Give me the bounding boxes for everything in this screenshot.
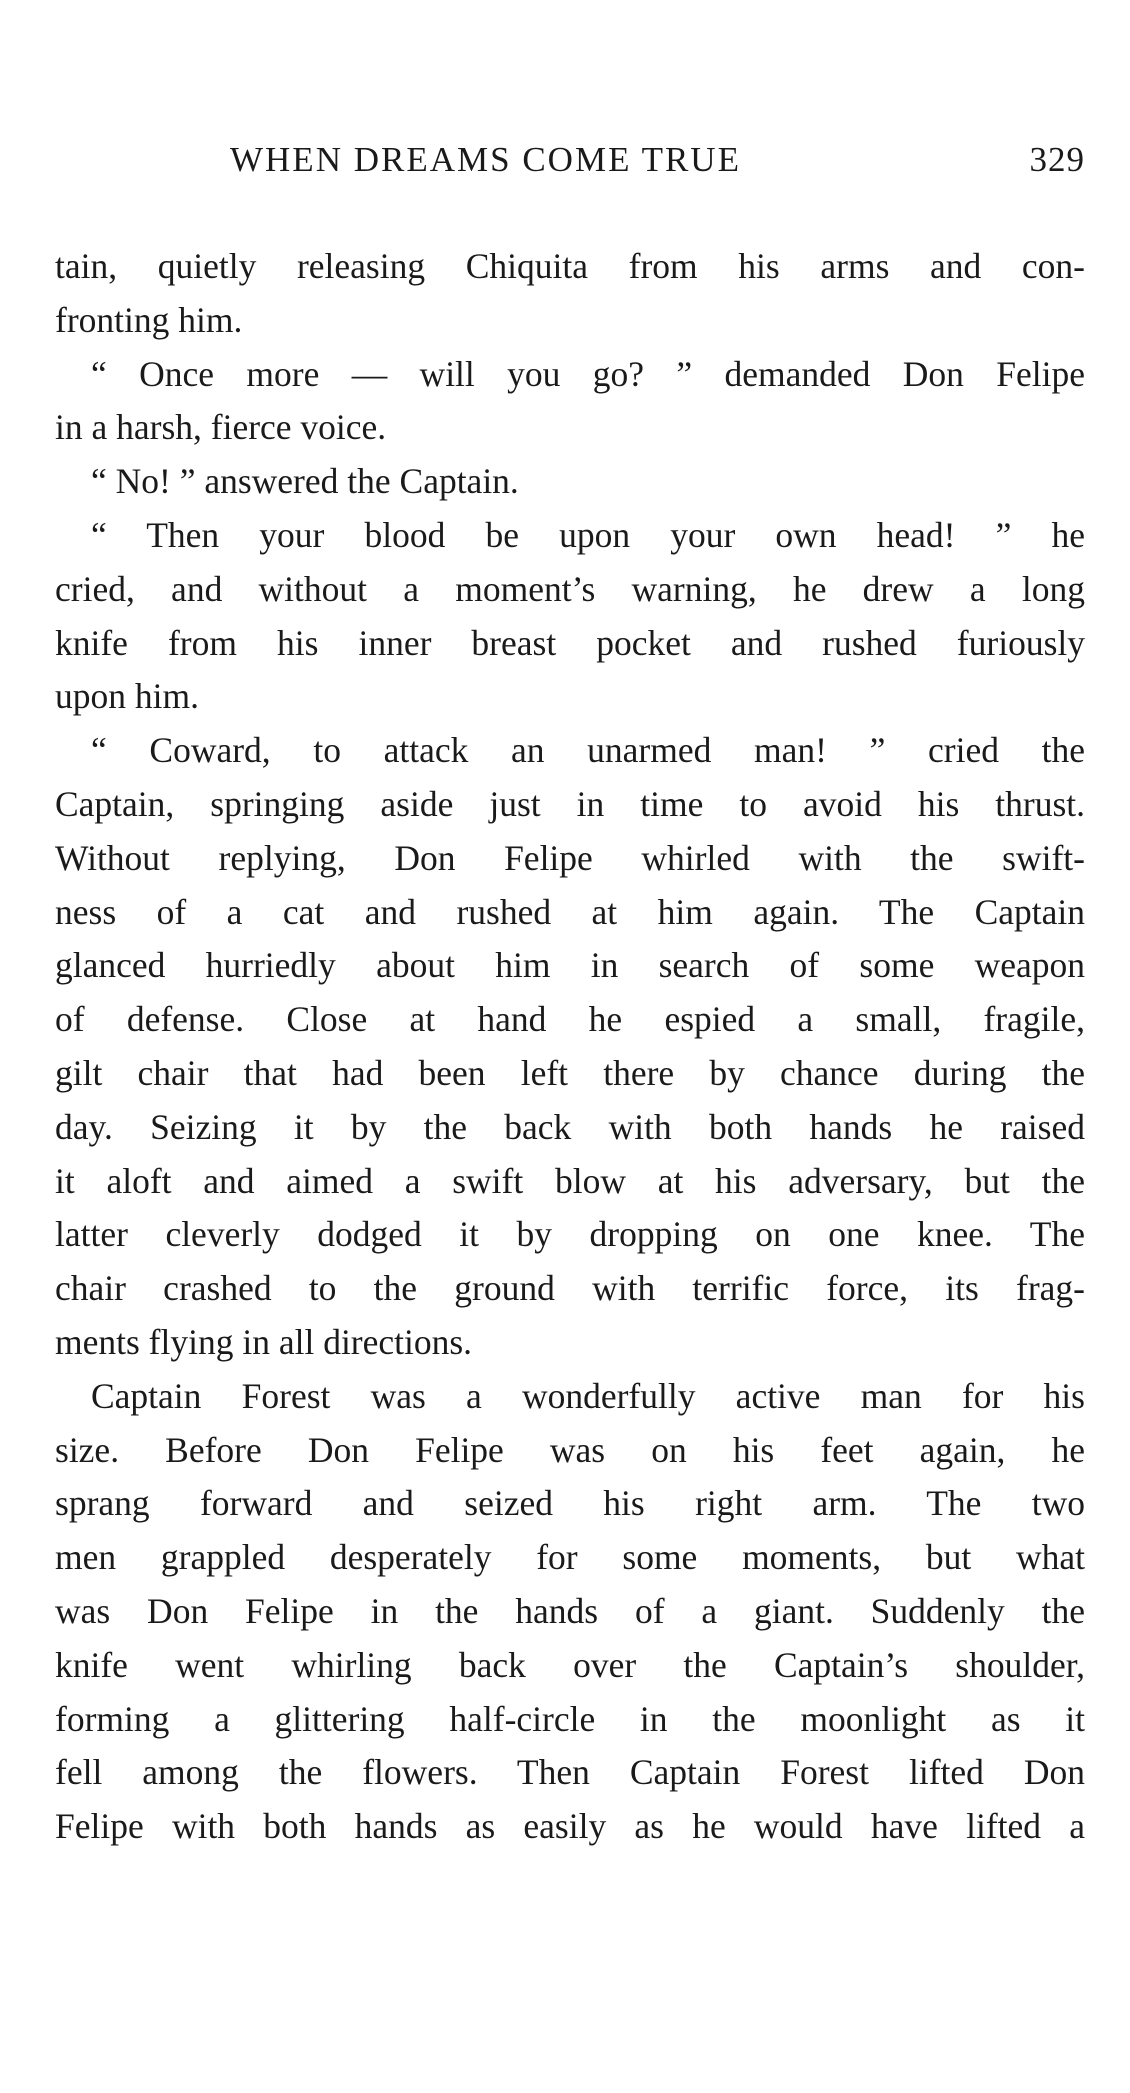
text-line: sprang forward and seized his right arm. The two [55, 1483, 1085, 1524]
book-page [55, 140, 1085, 1854]
text-line: “ Once more — will you go? ” demanded Don Felipe [91, 353, 1085, 394]
text-line: Captain Forest was a wonderfully active man for his [91, 1375, 1085, 1416]
text-line: cried, and without a moment’s warning, he drew a long [55, 568, 1085, 609]
text-line: Felipe with both hands as easily as he would have lifted a [55, 1806, 1085, 1847]
text-line: glanced hurriedly about him in search of some weapon [55, 945, 1085, 986]
text-line: “ Coward, to attack an unarmed man! ” cried the [91, 730, 1085, 771]
text-line: size. Before Don Felipe was on his feet again, he [55, 1429, 1085, 1470]
text-line: it aloft and aimed a swift blow at his adversary, but the [55, 1160, 1085, 1201]
text-line: knife from his inner breast pocket and rushed furiously [55, 622, 1085, 663]
text-line: ness of a cat and rushed at him again. The Captain [55, 891, 1085, 932]
text-line: forming a glittering half-circle in the moonlight as it [55, 1698, 1085, 1739]
text-line: “ No! ” answered the Captain. [91, 461, 519, 502]
text-line: of defense. Close at hand he espied a small, fragile, [55, 999, 1085, 1040]
text-line: “ Then your blood be upon your own head! ” he [91, 514, 1085, 555]
text-line: tain, quietly releasing Chiquita from his arms and con- [55, 246, 1085, 286]
text-line: day. Seizing it by the back with both hands he raised [55, 1106, 1085, 1147]
text-line: gilt chair that had been left there by chance during the [55, 1052, 1085, 1093]
text-line: in a harsh, fierce voice. [55, 407, 387, 448]
text-line: Without replying, Don Felipe whirled with the swift- [55, 837, 1085, 878]
text-line: Captain, springing aside just in time to avoid his thrust. [55, 783, 1085, 824]
page-number: 329 [1029, 140, 1085, 179]
text-line: knife went whirling back over the Captain’s shoulder, [55, 1644, 1085, 1685]
running-header [55, 140, 1085, 200]
text-line: upon him. [55, 676, 199, 717]
running-title: WHEN DREAMS COME TRUE [230, 140, 741, 179]
text-line: fronting him. [55, 299, 243, 340]
text-line: latter cleverly dodged it by dropping on one knee. The [55, 1214, 1085, 1255]
body-text [55, 240, 1085, 1854]
text-line: chair crashed to the ground with terrific force, its frag- [55, 1268, 1085, 1309]
text-line: ments flying in all directions. [55, 1321, 473, 1362]
text-line: men grappled desperately for some moments, but what [55, 1537, 1085, 1578]
text-line: was Don Felipe in the hands of a giant. Suddenly the [55, 1590, 1085, 1631]
text-line: fell among the flowers. Then Captain Forest lifted Don [55, 1752, 1085, 1793]
